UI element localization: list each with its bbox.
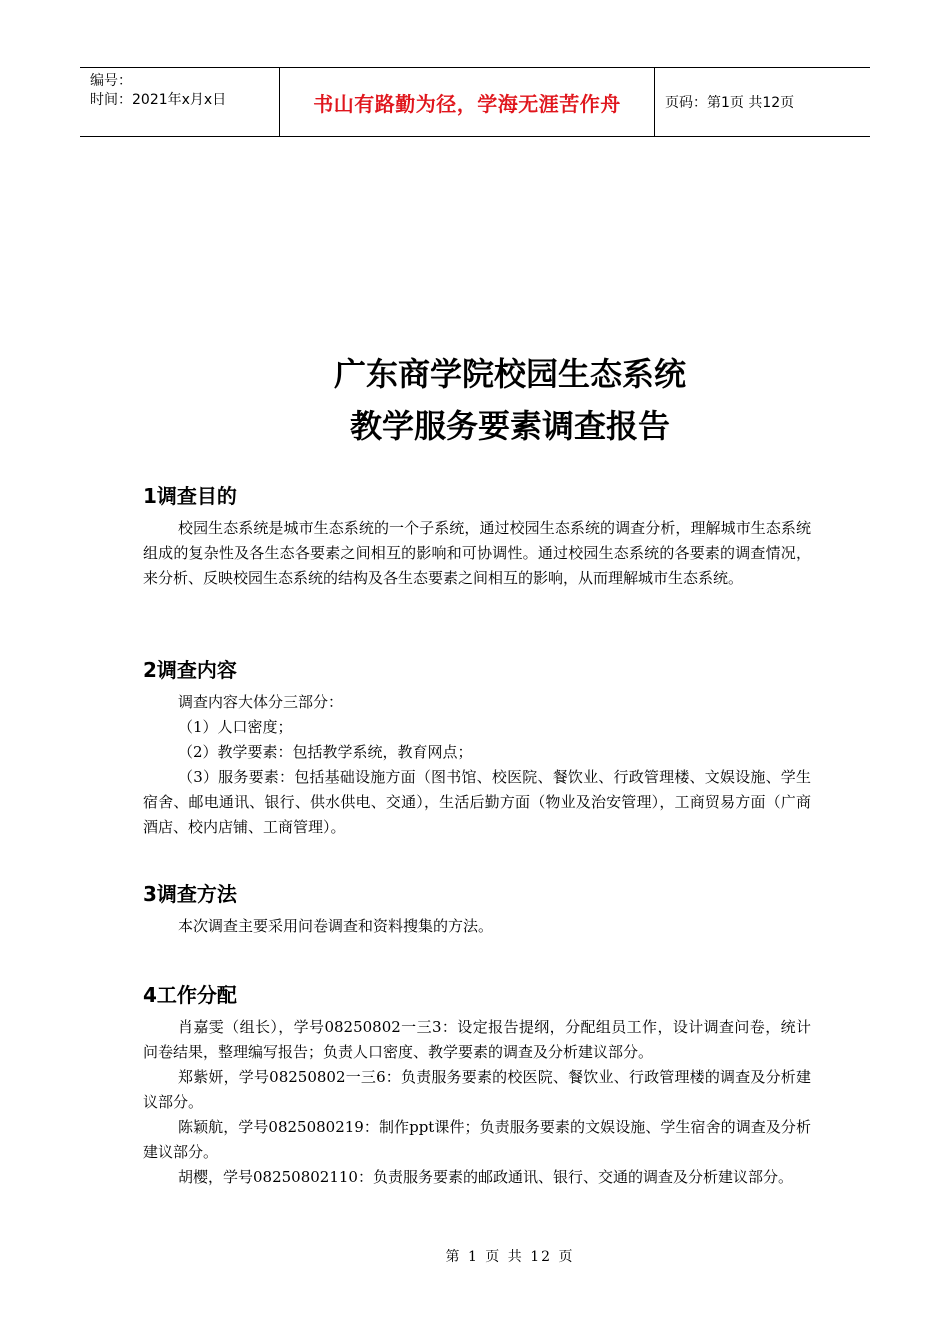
paragraph: （2）教学要素：包括教学系统，教育网点； bbox=[178, 743, 473, 761]
paragraph: 胡樱，学号08250802110：负责服务要素的邮政通讯、银行、交通的调查及分析建议部分。 bbox=[178, 1168, 793, 1186]
paragraph: （1）人口密度； bbox=[178, 718, 293, 736]
section-heading: 4工作分配 bbox=[143, 983, 237, 1007]
section-content bbox=[143, 656, 811, 840]
paragraph: （3）服务要素：包括基础设施方面（图书馆、校医院、餐饮业、行政管理楼、文娱设施、学生宿舍、邮电通讯、银行、供水供电、交通），生活后勤方面（物业及治安管理），工商贸易方面（广商酒店、校内店铺、工商管理）。 bbox=[143, 768, 811, 836]
section-heading: 2调查内容 bbox=[143, 658, 237, 682]
paragraph: 肖嘉雯（组长），学号08250802一三3：设定报告提纲，分配组员工作，设计调查问卷，统计问卷结果，整理编写报告；负责人口密度、教学要素的调查及分析建议部分。 bbox=[143, 1018, 811, 1061]
document-title-line-1: 广东商学院校园生态系统 bbox=[333, 355, 686, 393]
section-heading: 3调查方法 bbox=[143, 882, 237, 906]
section-work-allocation bbox=[143, 981, 811, 1190]
section-method bbox=[143, 880, 811, 939]
header-page-info: 页码：第1页 共12页 bbox=[665, 95, 795, 111]
paragraph: 郑紫妍，学号08250802一三6：负责服务要素的校医院、餐饮业、行政管理楼的调查及分析建议部分。 bbox=[143, 1068, 811, 1111]
page-header bbox=[80, 67, 870, 137]
document-number-label: 编号： bbox=[90, 73, 132, 89]
section-heading: 1调查目的 bbox=[143, 484, 237, 508]
document-title-line-2: 教学服务要素调查报告 bbox=[349, 407, 670, 445]
paragraph: 调查内容大体分三部分： bbox=[178, 693, 344, 711]
header-motto: 书山有路勤为径，学海无涯苦作舟 bbox=[280, 68, 655, 136]
section-purpose bbox=[143, 482, 811, 591]
paragraph: 本次调查主要采用问卷调查和资料搜集的方法。 bbox=[178, 917, 494, 935]
paragraph: 陈颖航，学号0825080219：制作ppt课件；负责服务要素的文娱设施、学生宿舍的调查及分析建议部分。 bbox=[143, 1118, 811, 1161]
document-date-label: 时间：2021年x月x日 bbox=[90, 92, 227, 108]
page-footer: 第 1 页 共 12 页 bbox=[445, 1249, 575, 1265]
paragraph: 校园生态系统是城市生态系统的一个子系统，通过校园生态系统的调查分析，理解城市生态系统组成的复杂性及各生态各要素之间相互的影响和可协调性。通过校园生态系统的各要素的调查情况，来分析、反映校园生态系统的结构及各生态要素之间相互的影响，从而理解城市生态系统。 bbox=[143, 519, 811, 587]
header-meta bbox=[80, 68, 280, 136]
